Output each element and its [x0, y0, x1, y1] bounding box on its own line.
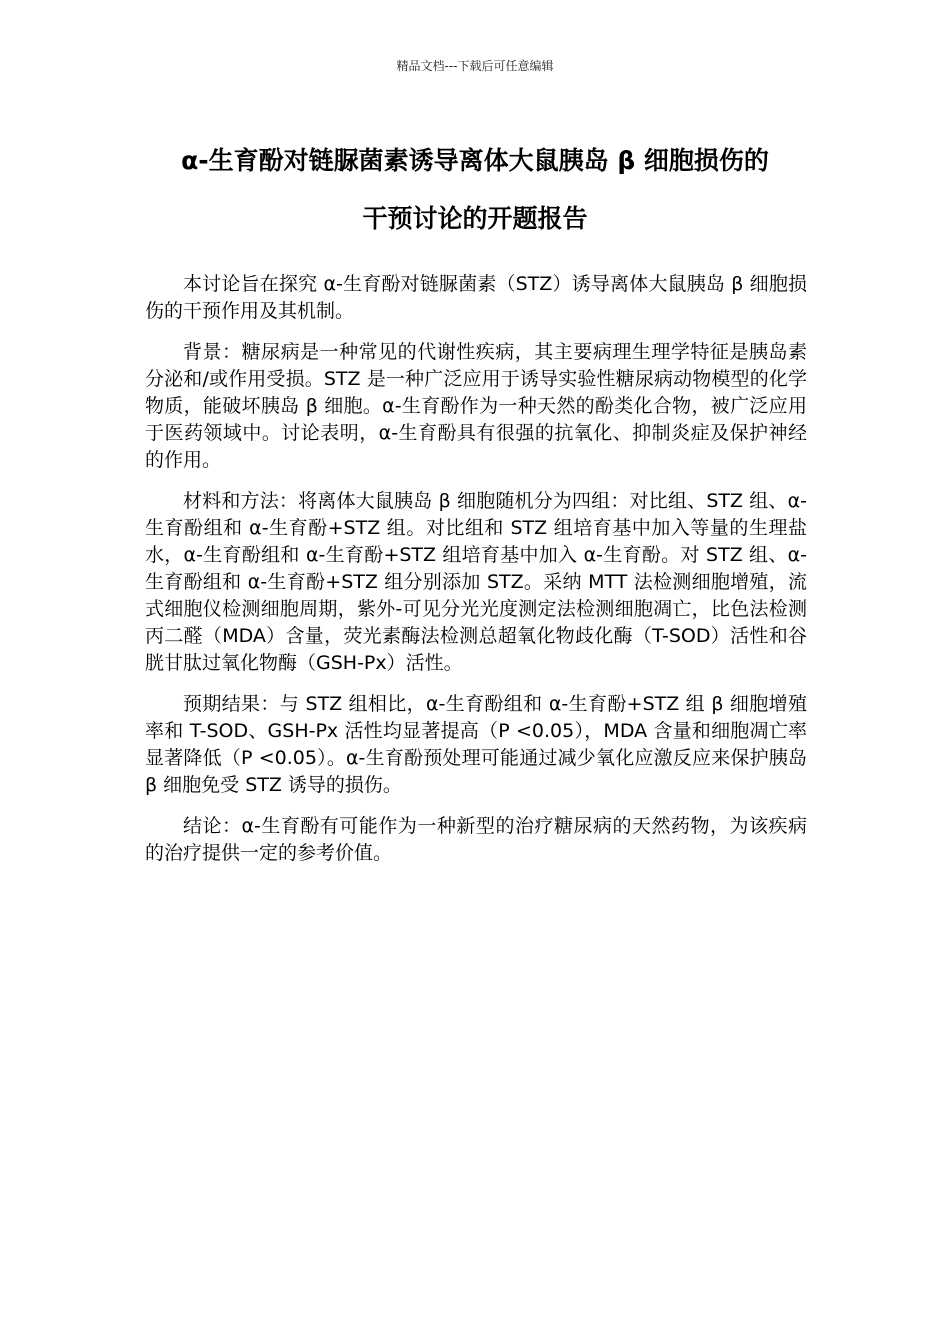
title-line-2: 干预讨论的开题报告: [362, 204, 588, 233]
paragraph-methods: 材料和方法：将离体大鼠胰岛 β 细胞随机分为四组：对比组、STZ 组、α-生育酚组和 α-生育酚+STZ 组。对比组和 STZ 组培育基中加入等量的生理盐水，α-生育酚组和 α-生育酚+STZ 组培育基中加入 α-生育酚。对 STZ 组、α-生育酚组和 α-生育酚+STZ 组分别添加 STZ。采纳 MTT 法检测细胞增殖，流式细胞仪检测细胞周期，紫外-可见分光光度测定法检测细胞凋亡，比色法检测丙二醛（MDA）含量，荧光素酶法检测总超氧化物歧化酶（T-SOD）活性和谷胱甘肽过氧化物酶（GSH-Px）活性。: [145, 490, 807, 674]
document-body: [145, 271, 807, 881]
paragraph-background: 背景：糖尿病是一种常见的代谢性疾病，其主要病理生理学特征是胰岛素分泌和/或作用受损。STZ 是一种广泛应用于诱导实验性糖尿病动物模型的化学物质，能破坏胰岛 β 细胞。α-生育酚作为一种天然的酚类化合物，被广泛应用于医药领域中。讨论表明，α-生育酚具有很强的抗氧化、抑制炎症及保护神经的作用。: [145, 341, 807, 471]
paragraph-intro: 本讨论旨在探究 α-生育酚对链脲菌素（STZ）诱导离体大鼠胰岛 β 细胞损伤的干预作用及其机制。: [145, 273, 807, 322]
page-header: 精品文档---下载后可任意编辑: [396, 59, 554, 73]
document-title: [130, 132, 820, 248]
paragraph-expected-results: 预期结果：与 STZ 组相比，α-生育酚组和 α-生育酚+STZ 组 β 细胞增殖率和 T-SOD、GSH-Px 活性均显著提高（P <0.05），MDA 含量和细胞凋亡率显著降低（P <0.05）。α-生育酚预处理可能通过减少氧化应激反应来保护胰岛 β 细胞免受 STZ 诱导的损伤。: [145, 693, 807, 796]
paragraph-conclusion: 结论：α-生育酚有可能作为一种新型的治疗糖尿病的天然药物，为该疾病的治疗提供一定的参考价值。: [145, 815, 807, 864]
title-line-1: α-生育酚对链脲菌素诱导离体大鼠胰岛 β 细胞损伤的: [181, 146, 769, 175]
